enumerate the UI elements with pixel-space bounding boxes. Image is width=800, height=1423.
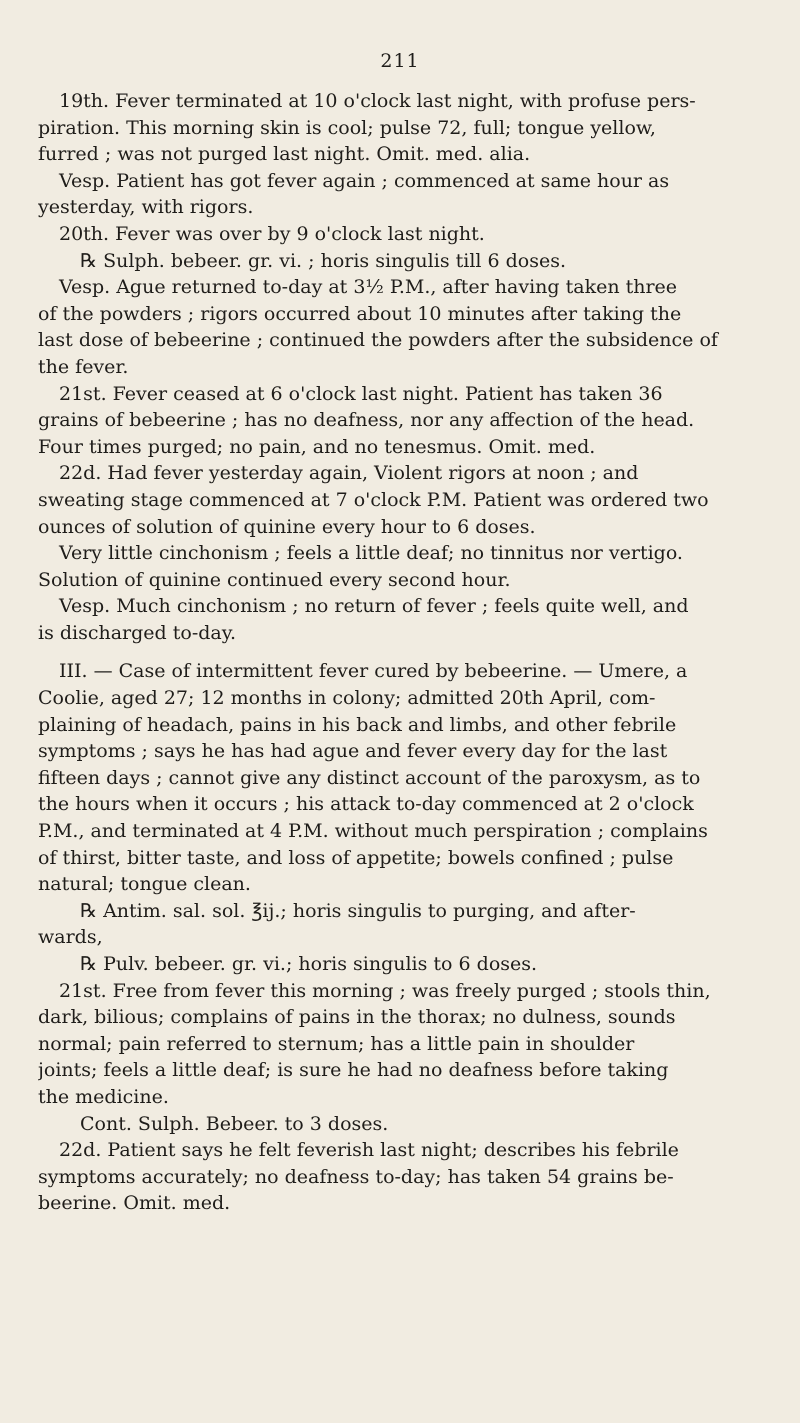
text-line: 22d. Had fever yesterday again, Violent rigors at noon ; and — [59, 462, 639, 485]
text-line: ℞ Antim. sal. sol. ℥ij.; horis singulis to purging, and after- — [80, 899, 636, 922]
text-line: yesterday, with rigors. — [38, 196, 254, 219]
paragraph-gap — [38, 646, 760, 658]
text-line: of the powders ; rigors occurred about 10 minutes after taking the — [38, 302, 682, 325]
text-line: normal; pain referred to sternum; has a little pain in shoulder — [38, 1032, 635, 1055]
text-line: grains of bebeerine ; has no deafness, nor any affection of the head. — [38, 409, 695, 432]
text-line: Vesp. Ague returned to-day at 3½ P.M., after having taken three — [59, 276, 678, 299]
text-line: ounces of solution of quinine every hour to 6 doses. — [38, 515, 536, 538]
text-line: 20th. Fever was over by 9 o'clock last night. — [59, 222, 485, 245]
text-line: the hours when it occurs ; his attack to-day commenced at 2 o'clock — [38, 793, 694, 816]
page-number: 211 — [380, 50, 420, 72]
text-line: Vesp. Patient has got fever again ; commenced at same hour as — [59, 169, 670, 192]
text-line: 22d. Patient says he felt feverish last night; describes his febrile — [59, 1139, 679, 1162]
text-line: P.M., and terminated at 4 P.M. without much perspiration ; complains — [38, 820, 708, 843]
text-line: III. — Case of intermittent fever cured by bebeerine. — Umere, a — [59, 660, 688, 683]
text-line: piration. This morning skin is cool; pulse 72, full; tongue yellow, — [38, 116, 656, 139]
text-line: Coolie, aged 27; 12 months in colony; admitted 20th April, com- — [38, 687, 656, 710]
text-line: Vesp. Much cinchonism ; no return of fever ; feels quite well, and — [59, 595, 689, 618]
text-line: Very little cinchonism ; feels a little deaf; no tinnitus nor vertigo. — [59, 542, 683, 565]
text-line: is discharged to-day. — [38, 621, 236, 644]
text-line: sweating stage commenced at 7 o'clock P.M. Patient was ordered two — [38, 488, 709, 511]
text-line: fifteen days ; cannot give any distinct account of the paroxysm, as to — [38, 766, 701, 789]
text-line: 21st. Free from fever this morning ; was freely purged ; stools thin, — [59, 979, 711, 1002]
text-line: Solution of quinine continued every second hour. — [38, 568, 511, 591]
text-line: 19th. Fever terminated at 10 o'clock last night, with profuse pers- — [59, 90, 696, 112]
text-line: natural; tongue clean. — [38, 873, 251, 896]
text-line: beerine. Omit. med. — [38, 1192, 231, 1215]
text-line: wards, — [38, 926, 103, 949]
text-line: 21st. Fever ceased at 6 o'clock last night. Patient has taken 36 — [59, 382, 663, 405]
text-line: the medicine. — [38, 1085, 169, 1108]
text-line: plaining of headach, pains in his back and limbs, and other febrile — [38, 713, 677, 736]
text-line: dark, bilious; complains of pains in the thorax; no dulness, sounds — [38, 1006, 676, 1029]
text-line: ℞ Pulv. bebeer. gr. vi.; horis singulis to 6 doses. — [80, 953, 538, 975]
text-line: Cont. Sulph. Bebeer. to 3 doses. — [80, 1112, 389, 1135]
text-line: symptoms ; says he has had ague and fever every day for the last — [38, 740, 668, 763]
text-line: ℞ Sulph. bebeer. gr. vi. ; horis singulis till 6 doses. — [80, 249, 567, 272]
text-line: joints; feels a little deaf; is sure he had no deafness before taking — [38, 1059, 669, 1082]
text-line: Four times purged; no pain, and no tenesmus. Omit. med. — [38, 435, 596, 458]
text-line: symptoms accurately; no deafness to-day; has taken 54 grains be- — [38, 1165, 674, 1188]
text-line: last dose of bebeerine ; continued the powders after the subsidence of — [38, 329, 718, 352]
body-text — [38, 88, 760, 1217]
text-line: furred ; was not purged last night. Omit. med. alia. — [38, 143, 531, 166]
text-line: of thirst, bitter taste, and loss of appetite; bowels confined ; pulse — [38, 846, 674, 869]
text-line: the fever. — [38, 355, 129, 378]
